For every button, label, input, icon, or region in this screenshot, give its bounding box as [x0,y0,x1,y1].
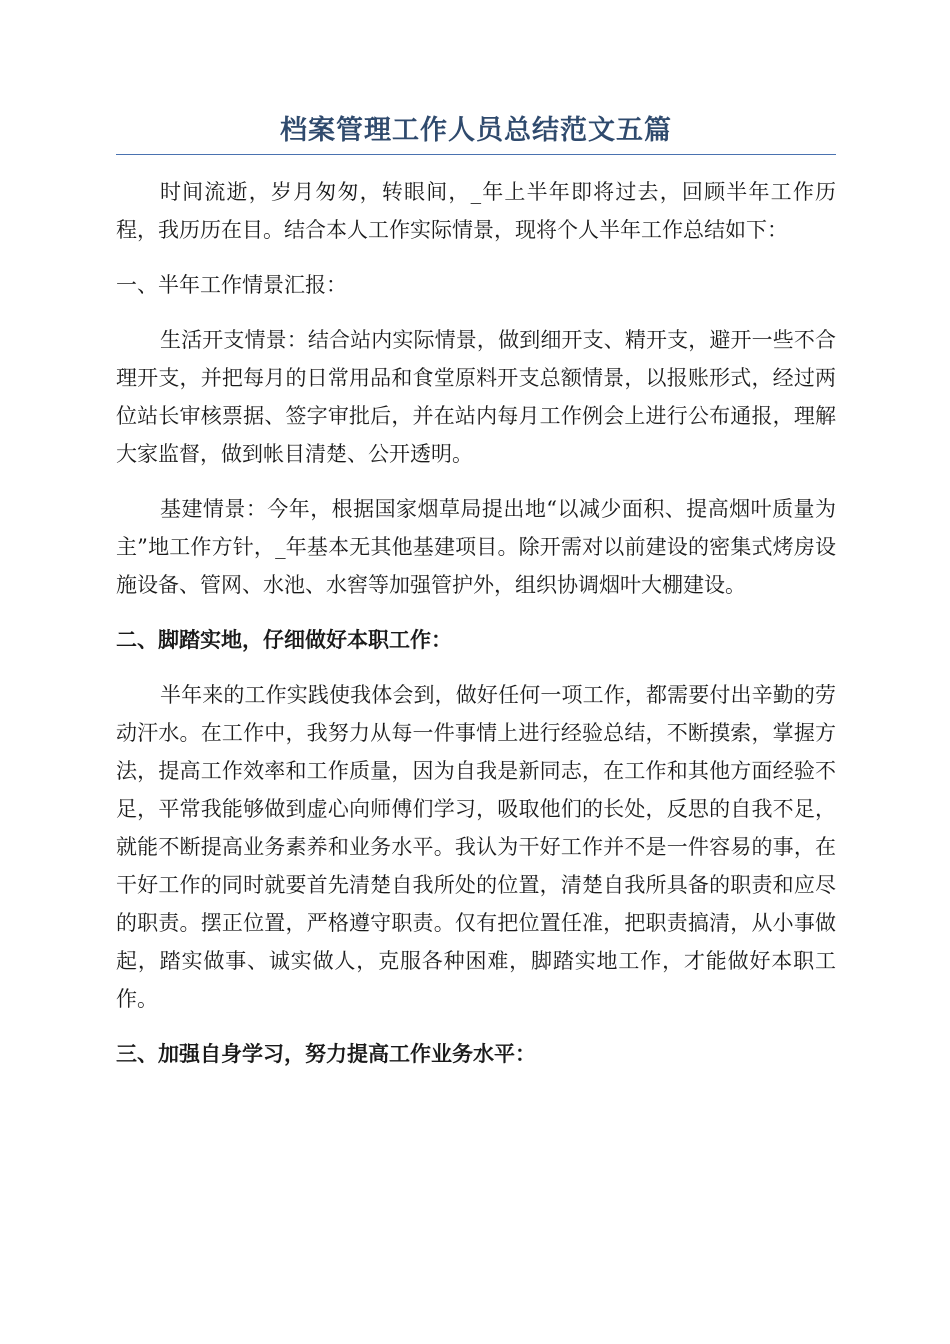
title-underline [116,154,836,155]
document-title: 档案管理工作人员总结范文五篇 [280,115,672,146]
section2-paragraph-1: 半年来的工作实践使我体会到，做好任何一项工作，都需要付出辛勤的劳动汗水。在工作中，我努力从每一件事情上进行经验总结，不断摸索，掌握方法，提高工作效率和工作质量，因为自我是新同志，在工作和其他方面经验不足，平常我能够做到虚心向师傅们学习，吸取他们的长处，反思的自我不足，就能不断提高业务素养和业务水平。我认为干好工作并不是一件容易的事，在干好工作的同时就要首先清楚自我所处的位置，清楚自我所具备的职责和应尽的职责。摆正位置，严格遵守职责。仅有把位置任准，把职责搞清，从小事做起，踏实做事、诚实做人，克服各种困难，脚踏实地工作，才能做好本职工作。 [116,683,836,1011]
section-heading-1: 一、半年工作情景汇报： [116,273,347,297]
section1-paragraph-1: 生活开支情景：结合站内实际情景，做到细开支、精开支，避开一些不合理开支，并把每月的日常用品和食堂原料开支总额情景，以报账形式，经过两位站长审核票据、签字审批后，并在站内每月工作例会上进行公布通报，理解大家监督，做到帐目清楚、公开透明。 [116,328,836,466]
document-page [116,108,836,1090]
intro-paragraph: 时间流逝，岁月匆匆，转眼间，_年上半年即将过去，回顾半年工作历程，我历历在目。结合本人工作实际情景，现将个人半年工作总结如下： [116,180,836,242]
section-heading-2: 二、脚踏实地，仔细做好本职工作： [116,627,452,652]
section-heading-3: 三、加强自身学习，努力提高工作业务水平： [116,1041,536,1066]
section1-paragraph-2: 基建情景：今年，根据国家烟草局提出地“以减少面积、提高烟叶质量为主”地工作方针，_年基本无其他基建项目。除开需对以前建设的密集式烤房设施设备、管网、水池、水窖等加强管护外，组织协调烟叶大棚建设。 [116,497,836,597]
